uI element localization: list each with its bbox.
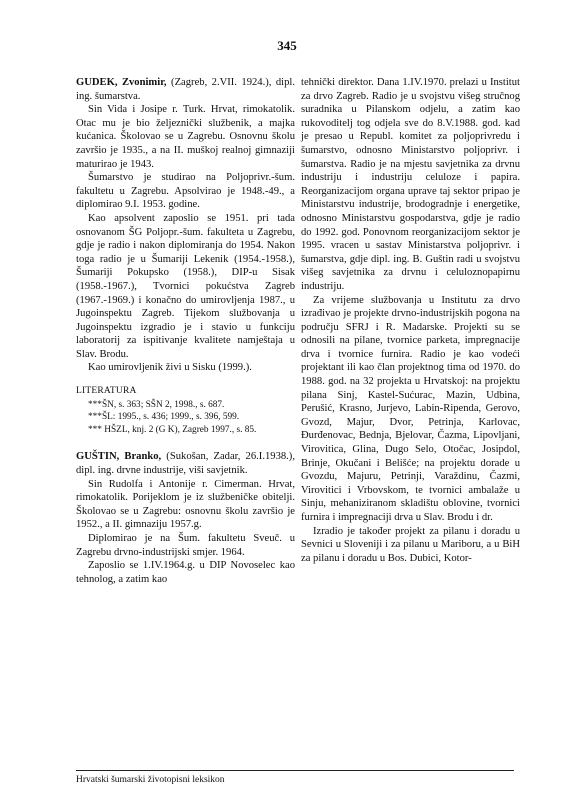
footer-rule [76,770,514,771]
page-number: 345 [277,38,297,53]
literature-item: ***ŠL: 1995., s. 436; 1999., s. 396, 599. [88,412,240,423]
entry-gustin-name: GUŠTIN, Branko, [76,451,162,463]
entry-gudek-name: GUDEK, Zvonimir, [76,77,167,88]
entry-gudek-heading [76,76,295,103]
entry-gudek-paragraph: Šumarstvo je studirao na Poljoprivr.-šum. fakultetu u Zagrebu. Apsolvirao je 1948.-49., a diplomirao 9.I. 1953. godine. [76,172,295,211]
entry-gudek-intro: (Zagreb, 2.VII. 1924.), dipl. ing. šumarstva. [76,77,295,102]
entry-gustin-heading [76,450,295,477]
entry-gustin-paragraph: Izradio je također projekt za pilanu i doradu u Sevnici u Sloveniji i za pilanu u Mariboru, a u BiH za pilanu i doradu u Bos. Dubici, Kotor- [301,525,520,564]
entry-gustin-paragraph: Zaposlio se 1.IV.1964.g. u DIP Novoselec kao tehnolog, a zatim kao [76,560,295,585]
entry-gudek-paragraph: Kao umirovljenik živi u Sisku (1999.). [88,362,252,374]
entry-gudek-paragraph: Kao apsolvent zaposlio se 1951. pri tada osnovanom ŠG Poljopr.-šum. fakulteta u Zagrebu, gdje je radio i nakon diplomiranja do 1954. Nakon toga radio je u Šumariji Lekenik (1954.-1958.), Šumariji Pokupsko (1958.), DIP-u Sisak (1958.-1967.), Tvornici pokućstva Zagreb (1967.-1969.) i konačno do umirovljenja 1987., u Jugoinspektu Zagreb. Tijekom službovanja u Jugoinspektu izgradio je i stavio u funkciju laboratorij za ispitivanje kvalitete namještaja u Slav. Brodu. [76,212,295,360]
entry-gustin-paragraph: Za vrijeme službovanja u Institutu za drvo izrađivao je projekte drvno-industrijskih pogona na području SFRJ i R. Madarske. Projekti su se odnosili na pilane, tvornice parketa, impregnacije drva i tvornice furnira. Radio je kao vodeći projektant ili kao član projektnog tima od 1970. do 1988. god. na 32 projekta u Hrvatskoj: na projektu pilana Sinj, Kastel-Sućurac, Mazin, Udbina, Perušić, Krasno, Jurjevo, Labin-Ripenda, Gerovo, Gvozd, Majur, Dvor, Petrinja, Karlovac, Đurđenovac, Bednja, Bjelovar, Čazma, Lipovljani, Virovitica, Glina, Dugo Selo, Otočac, Josipdol, Brinje, Okučani i Belišće; na projektu dorade u Gvozdu, Majuru, Petrinji, Varaždinu, Čazmi, Virovitici i Vrbovskom, te tvornici ambalaže u Sinju, mehaniziranom skladištu oblovine, tvornici furnira i impregnaciji drva u Slav. Brodu i dr. [301,294,520,523]
literature-item: ***ŠN, s. 363; SŠN 2, 1998., s. 687. [88,399,225,410]
entry-gustin-intro: (Sukošan, Zadar, 26.I.1938.), dipl. ing. drvne industrije, viši savjetnik. [76,451,295,477]
left-column [76,76,295,586]
right-column [301,76,520,565]
entry-gustin-paragraph: tehnički direktor. Dana 1.IV.1970. prelazi u Institut za drvo Zagreb. Radio je u svojstvu višeg stručnog suradnika u Pilanskom odjelu, a zatim kao rukovoditelj tog odjela sve do 8.V.1988. god. kad je presao u Republ. komitet za poljoprivredu i šumarstvo, odnosno Ministarstvo poljoprivr. i šumarstva. Radio je na mjestu savjetnika za drvnu industriju i industriju celuloze i papira. Reorganizacijom organa uprave taj sektor pripao je Ministarstvu industrije, brodogradnje i energetike, odnosno Ministarstvu gospodarstva, gdje je radio do 1992. god. Ponovnom reorganizacijom sektor je 1995. vracen u sastav Ministarstva poljoprivr. i šumarstva, gdje dipl. ing. B. Guštin radi u svojstvu višeg savjetnika za drvnu i celuloznopapirnu industriju. [301,77,520,292]
entry-separator [76,436,295,450]
footer-text: Hrvatski šumarski životopisni leksikon [76,775,225,785]
entry-gustin-paragraph: Sin Rudolfa i Antonije r. Cimerman. Hrvat, rimokatolik. Porijeklom je iz službeničke obitelji. Školovao se u Zagrebu: osnovnu školu završio je 1952., a II. gimnaziju 1957.g. [76,478,295,531]
literature-item: *** HŠZL, knj. 2 (G K), Zagreb 1997., s. 85. [88,424,257,435]
entry-gudek-paragraph: Sin Vida i Josipe r. Turk. Hrvat, rimokatolik. Otac mu je bio željeznički službenik, a majka kućanica. Školovao se u Zagrebu. Osnovnu školu završio je 1935., a na II. muškoj realnoj gimnaziji maturirao je 1943. [76,104,295,170]
literature-heading: LITERATURA [76,386,137,397]
entry-gustin-paragraph: Diplomirao je na Šum. fakultetu Sveuč. u Zagrebu drvno-industrijski smjer. 1964. [76,533,295,558]
